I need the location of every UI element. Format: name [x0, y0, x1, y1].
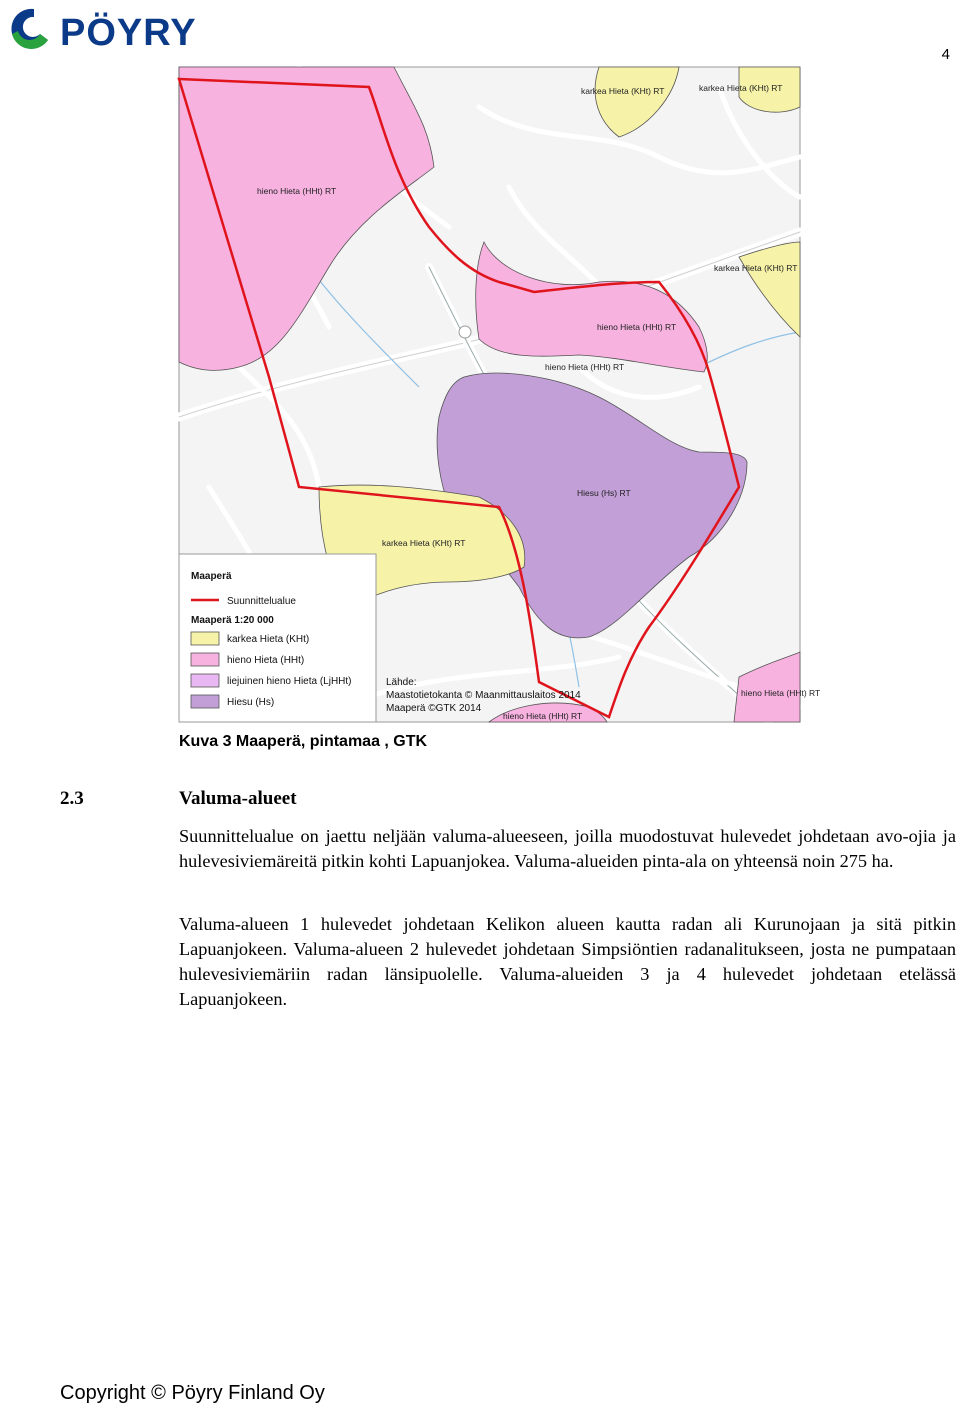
- figure-caption: Kuva 3 Maaperä, pintamaa , GTK: [179, 733, 428, 750]
- legend-boundary-label: Suunnittelualue: [227, 596, 296, 607]
- page-number: 4: [941, 46, 950, 63]
- soil-label: karkea Hieta (KHt) RT: [699, 83, 783, 93]
- soil-label: hieno Hieta (HHt) RT: [503, 711, 583, 721]
- paragraph: Suunnittelualue on jaettu neljään valuma-alueeseen, joilla muodostuvat hulevedet johdetaan avo-ojia ja hulevesiviemäreitä pitkin kohti Lapuanjokea. Valuma-alueiden pinta-ala on yhteensä noin 275 ha.: [179, 826, 956, 871]
- legend-title: Maaperä: [191, 571, 232, 582]
- soil-label: karkea Hieta (KHt) RT: [382, 538, 466, 548]
- legend-item: karkea Hieta (KHt): [227, 634, 310, 645]
- legend-item: hieno Hieta (HHt): [227, 655, 305, 666]
- legend-item: Hiesu (Hs): [227, 697, 275, 708]
- soil-label: karkea Hieta (KHt) RT: [714, 263, 798, 273]
- legend-scale: Maaperä 1:20 000: [191, 615, 274, 626]
- soil-map: [179, 67, 821, 722]
- logo-wordmark: PÖYRY: [60, 12, 197, 54]
- legend-swatch: [191, 653, 219, 666]
- soil-label: Hiesu (Hs) RT: [577, 488, 631, 498]
- legend-swatch: [191, 632, 219, 645]
- soil-label: hieno Hieta (HHt) RT: [545, 362, 625, 372]
- source-line: Maaperä ©GTK 2014: [386, 703, 482, 714]
- legend-swatch: [191, 695, 219, 708]
- source-title: Lähde:: [386, 677, 417, 688]
- legend-swatch: [191, 674, 219, 687]
- map-legend: [179, 554, 376, 722]
- section-heading: [60, 788, 297, 810]
- section-title: Valuma-alueet: [179, 788, 297, 809]
- section-number: 2.3: [60, 788, 84, 809]
- poyry-logo: [4, 4, 244, 52]
- soil-label: hieno Hieta (HHt) RT: [741, 688, 821, 698]
- copyright-footer: Copyright © Pöyry Finland Oy: [60, 1382, 325, 1404]
- soil-label: hieno Hieta (HHt) RT: [597, 322, 677, 332]
- soil-label: hieno Hieta (HHt) RT: [257, 186, 337, 196]
- soil-label: karkea Hieta (KHt) RT: [581, 86, 665, 96]
- logo-mark-icon: [11, 9, 48, 49]
- source-line: Maastotietokanta © Maanmittauslaitos 2014: [386, 690, 581, 701]
- legend-item: liejuinen hieno Hieta (LjHHt): [227, 676, 352, 687]
- paragraph: Valuma-alueen 1 hulevedet johdetaan Kelikon alueen kautta radan ali Kurunojaan ja sitä pitkin Lapuanjokeen. Valuma-alueen 2 hulevedet johdetaan Simpsiöntien radanalitukseen, josta ne pumpataan hulevesiviemäriin radan länsipuolelle. Valuma-alueiden 3 ja 4 hulevedet johdetaan etelässä Lapuanjokeen.: [179, 914, 956, 1009]
